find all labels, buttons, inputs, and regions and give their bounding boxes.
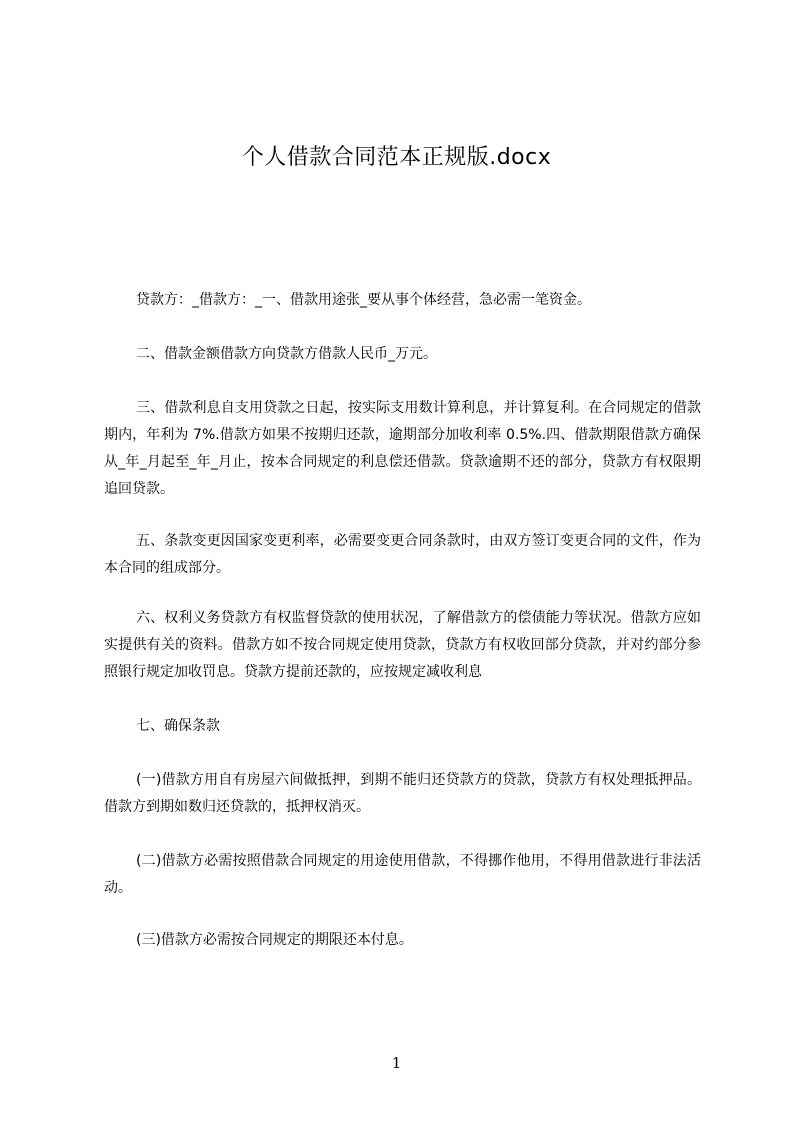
paragraph-guarantee-2: (二)借款方必需按照借款合同规定的用途使用借款，不得挪作他用，不得用借款进行非法活动。 — [104, 853, 701, 896]
paragraph-rights-obligations: 六、权利义务贷款方有权监督贷款的使用状况，了解借款方的偿债能力等状况。借款方应如实提供有关的资料。借款方如不按合同规定使用贷款，贷款方有权收回部分贷款，并对约部分参照银行规定加收罚息。贷款方提前还款的，应按规定减收利息 — [104, 610, 701, 680]
paragraph-parties: 贷款方：_借款方：_一、借款用途张_要从事个体经营，急必需一笔资金。 — [136, 292, 591, 308]
paragraph-clause-change: 五、条款变更因国家变更利率，必需要变更合同条款时，由双方签订变更合同的文件，作为本合同的组成部分。 — [104, 533, 701, 576]
paragraph-loan-amount: 二、借款金额借款方向贷款方借款人民币_万元。 — [136, 346, 437, 362]
document-title: 个人借款合同范本正规版.docx — [241, 145, 552, 170]
paragraph-guarantee-3: (三)借款方必需按合同规定的期限还本付息。 — [136, 932, 413, 948]
paragraph-guarantee-1: (一)借款方用自有房屋六间做抵押，到期不能归还贷款方的贷款，贷款方有权处理抵押品。借款方到期如数归还贷款的，抵押权消灭。 — [104, 772, 701, 815]
paragraph-loan-interest: 三、借款利息自支用贷款之日起，按实际支用数计算利息，并计算复利。在合同规定的借款期内，年利为 7%.借款方如果不按期归还款，逾期部分加收利率 0.5%.四、借款期限借款方确保从_年_月起至_年_月止，按本合同规定的利息偿还借款。贷款逾期不还的部分，贷款方有权限期追回贷款。 — [104, 400, 701, 497]
page-number: 1 — [391, 1054, 402, 1072]
paragraph-guarantee-heading: 七、确保条款 — [136, 718, 220, 734]
